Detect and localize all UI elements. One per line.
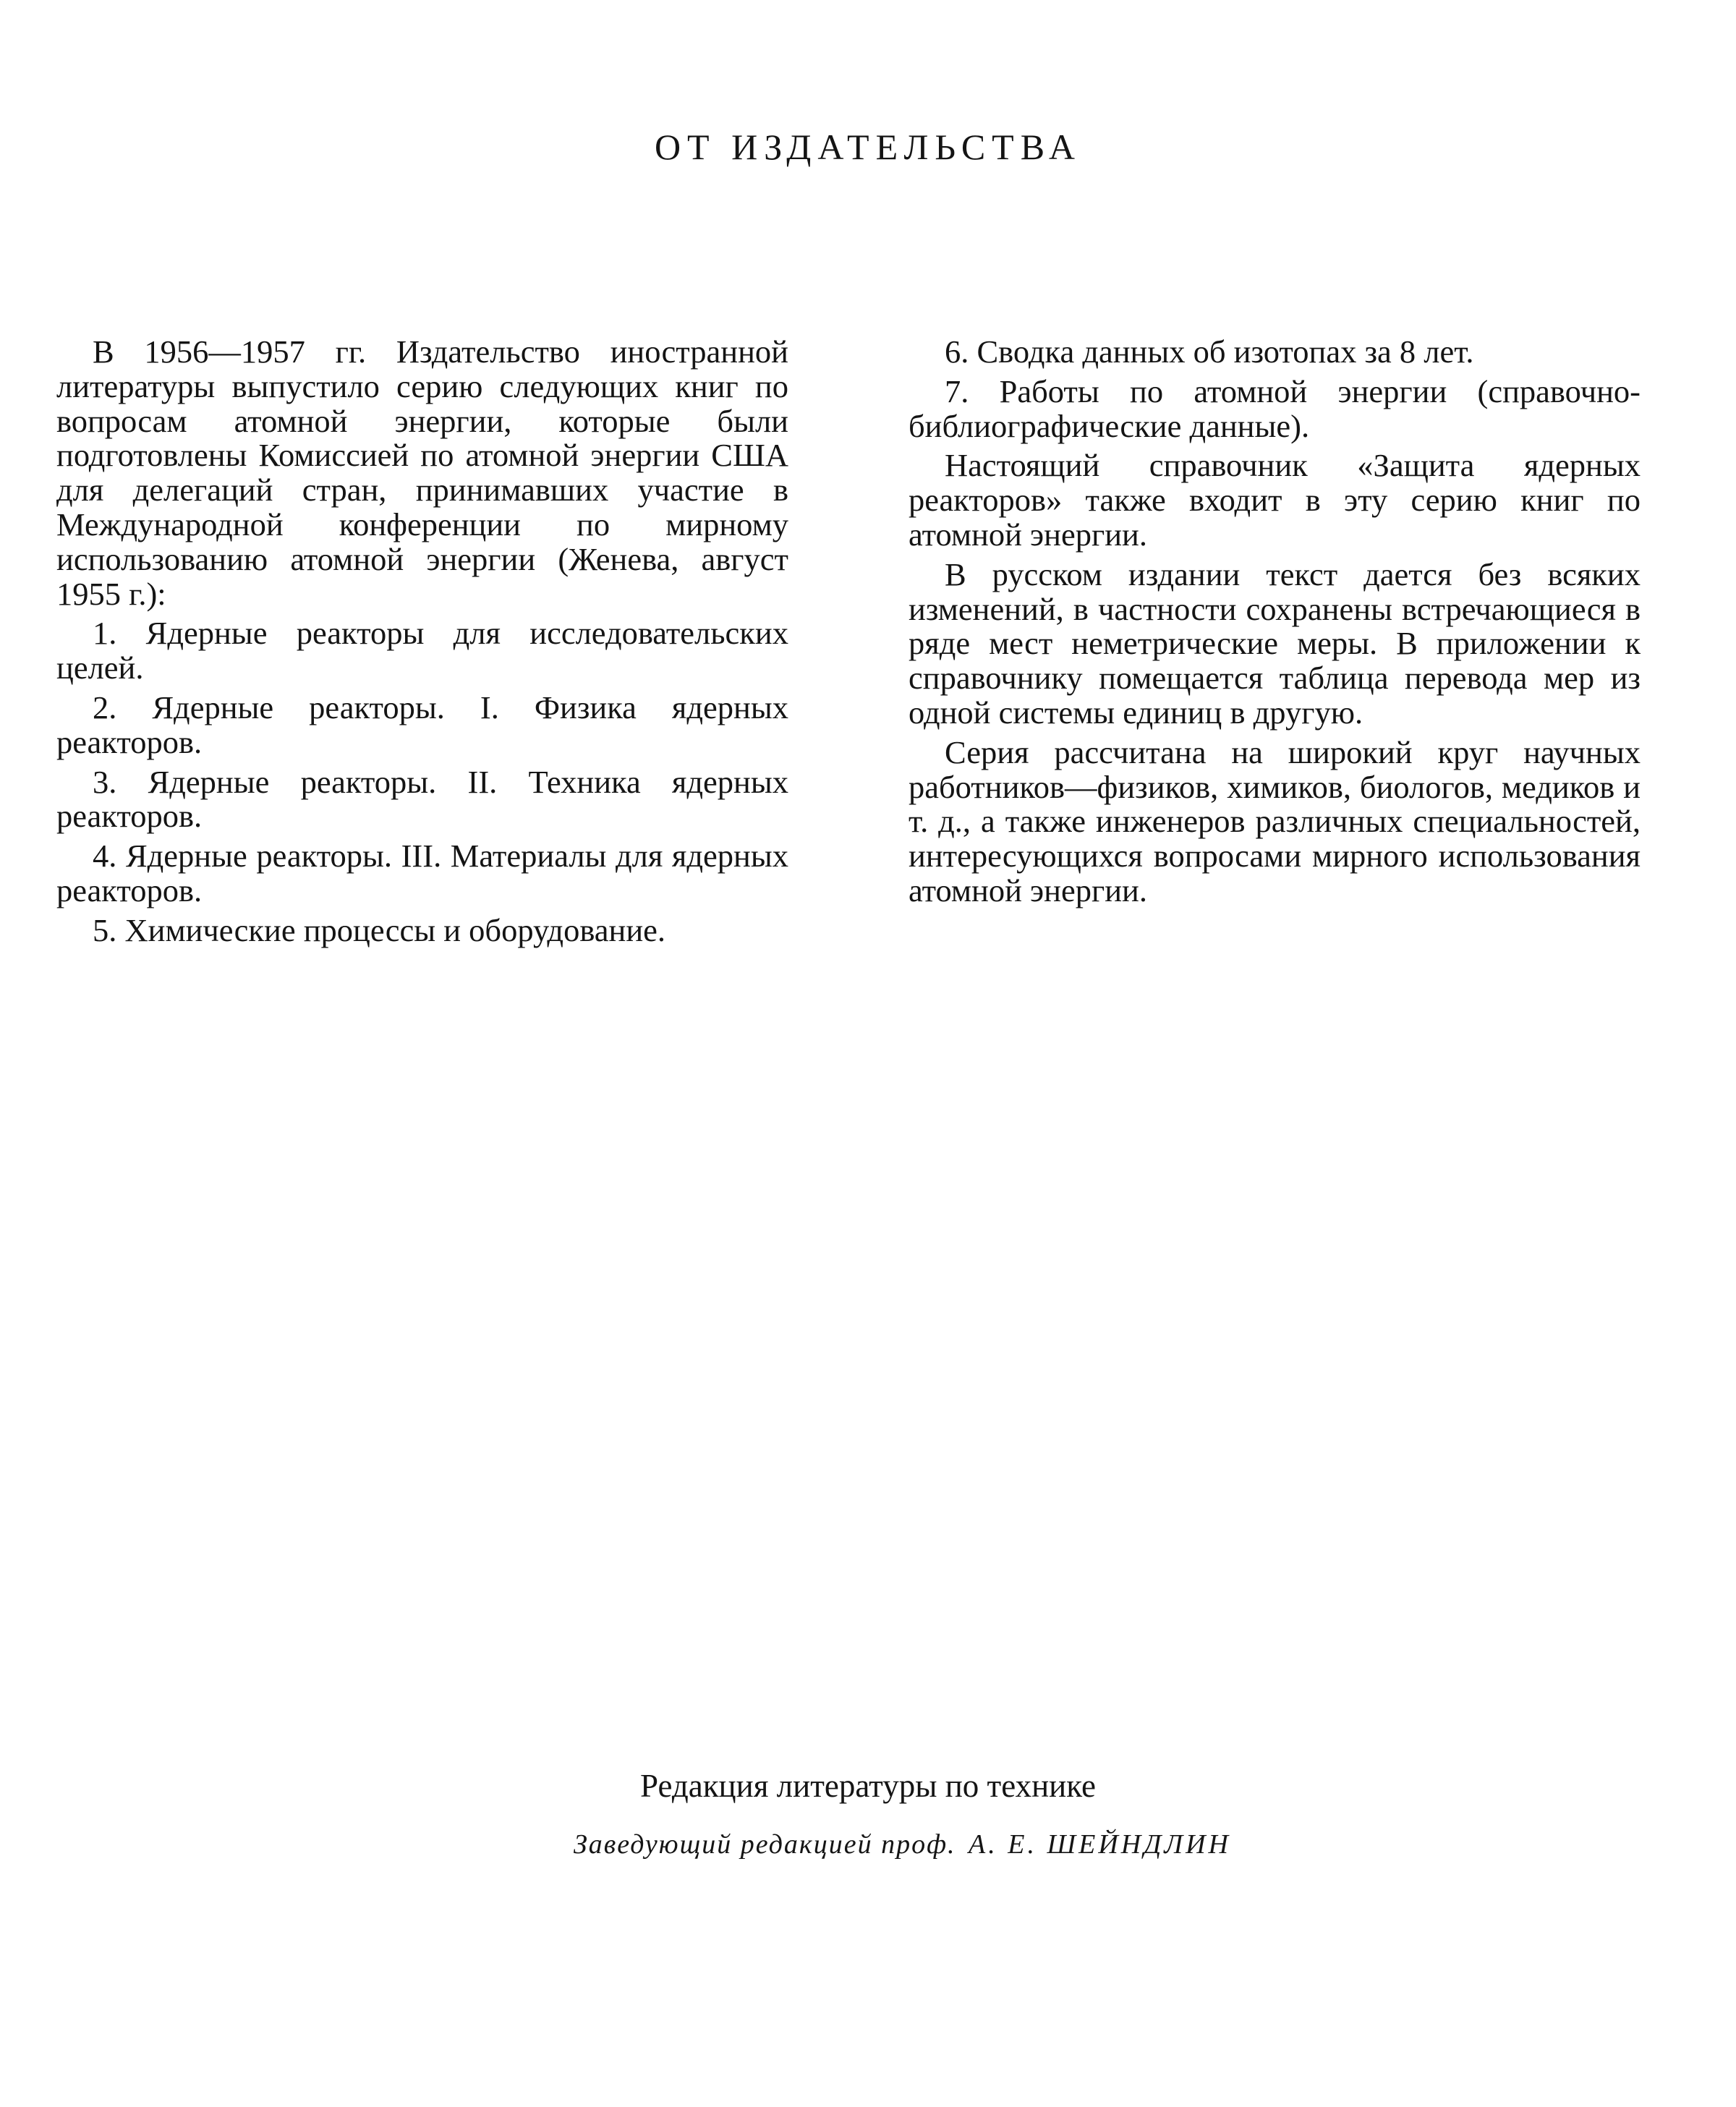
book-list-item-5: 5. Химические процессы и оборудование. bbox=[93, 911, 666, 948]
book-list-item-6: 6. Сводка данных об изотопах за 8 лет. bbox=[945, 333, 1474, 370]
editorial-department: Редакция литературы по технике bbox=[640, 1768, 1096, 1804]
audience-paragraph: Серия рассчитана на широкий круг научных работников—физиков, химиков, биологов, медиков и т. д., а также инженеров различных специальностей, интересующихся вопросами мирного использования атомной энергии. bbox=[909, 733, 1641, 908]
editorial-head-name: А. Е. ШЕЙНДЛИН bbox=[969, 1829, 1231, 1860]
translation-note-paragraph: В русском издании текст дается без всяких изменений, в частности сохранены встречающиеся в ряде мест неметрические меры. В приложении к справочнику помещается таблица перевода мер из одной системы единиц в другую. bbox=[909, 556, 1641, 731]
intro-paragraph: В 1956—1957 гг. Издательство иностранной литературы выпустило серию следующих книг по вопросам атомной энергии, которые были подготовлены Комиссией по атомной энергии США для делегаций стран, принимавших участие в Международной конференции по мирному использованию атомной энергии (Женева, август 1955 г.): bbox=[56, 333, 788, 612]
editorial-head-role: Заведующий редакцией проф. bbox=[573, 1829, 956, 1860]
book-list-item-7: 7. Работы по атомной энергии (справочно-библиографические данные). bbox=[909, 373, 1641, 444]
left-text-column bbox=[56, 335, 788, 948]
book-list-item-1: 1. Ядерные реакторы для исследовательских целей. bbox=[56, 615, 788, 686]
book-list-item-3: 3. Ядерные реакторы. II. Техника ядерных реакторов. bbox=[56, 763, 788, 835]
book-list-item-2: 2. Ядерные реакторы. I. Физика ядерных реакторов. bbox=[56, 689, 788, 760]
right-text-column bbox=[909, 335, 1641, 908]
series-note-paragraph: Настоящий справочник «Защита ядерных реакторов» также входит в эту серию книг по атомной энергии. bbox=[909, 447, 1641, 553]
page-title: ОТ ИЗДАТЕЛЬСТВА bbox=[654, 127, 1082, 167]
book-list-item-4: 4. Ядерные реакторы. III. Материалы для ядерных реакторов. bbox=[56, 838, 788, 908]
editorial-head bbox=[0, 1831, 1736, 1858]
